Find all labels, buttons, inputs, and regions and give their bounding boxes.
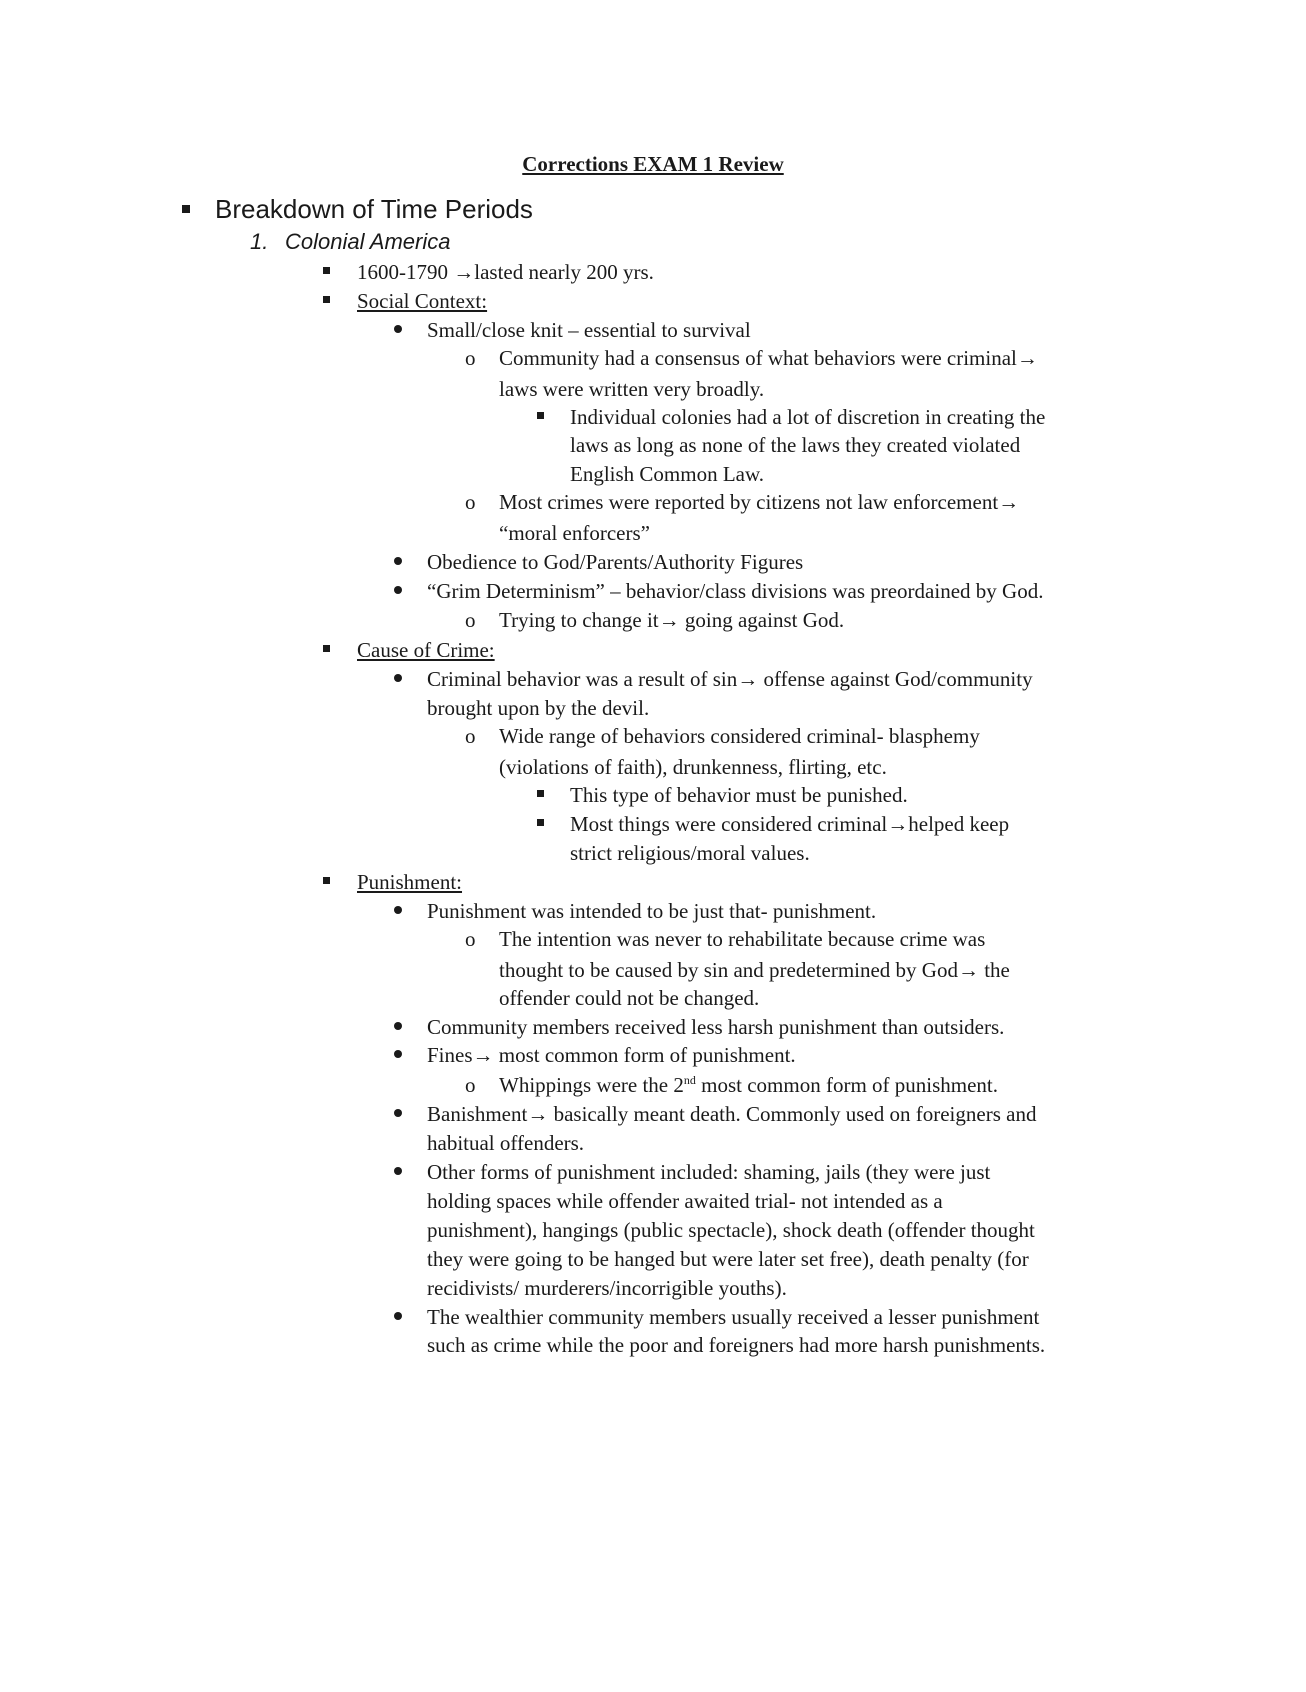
topic-heading: Cause of Crime: <box>357 638 495 662</box>
list-item: Trying to change it→ going against God. <box>499 608 845 632</box>
list-item-continued: habitual offenders. <box>427 1131 585 1155</box>
list-item-continued: laws as long as none of the laws they created violated <box>570 433 1021 457</box>
round-bullet-icon <box>394 1109 402 1117</box>
list-item-continued: brought upon by the devil. <box>427 696 650 720</box>
square-bullet-icon <box>182 205 190 213</box>
round-bullet-icon <box>394 1022 402 1030</box>
square-bullet-icon <box>323 877 330 884</box>
list-item-continued: thought to be caused by sin and predetermined by God→ the <box>499 958 1010 982</box>
round-bullet-icon <box>394 325 402 333</box>
topic-heading: Social Context: <box>357 289 488 313</box>
square-bullet-icon <box>537 819 544 826</box>
list-item: Wide range of behaviors considered criminal- blasphemy <box>499 724 980 748</box>
list-item: Criminal behavior was a result of sin→ offense against God/community <box>427 667 1033 691</box>
square-bullet-icon <box>323 296 330 303</box>
square-bullet-icon <box>537 790 544 797</box>
list-item-continued: such as crime while the poor and foreigners had more harsh punishments. <box>427 1333 1046 1357</box>
list-item: The intention was never to rehabilitate because crime was <box>499 927 986 951</box>
list-item-continued: “moral enforcers” <box>499 521 650 545</box>
list-item-continued: strict religious/moral values. <box>570 841 810 865</box>
list-item: The wealthier community members usually received a lesser punishment <box>427 1305 1040 1329</box>
list-item: Most things were considered criminal→helped keep <box>570 812 1010 836</box>
list-item: Punishment was intended to be just that- punishment. <box>427 899 877 923</box>
round-bullet-icon <box>394 906 402 914</box>
list-item-continued: recidivists/ murderers/incorrigible youths). <box>427 1276 787 1300</box>
list-item: Other forms of punishment included: shaming, jails (they were just <box>427 1160 991 1184</box>
square-bullet-icon <box>323 645 330 652</box>
round-bullet-icon <box>394 586 402 594</box>
topic-heading: Punishment: <box>357 870 463 894</box>
list-item-continued: offender could not be changed. <box>499 986 760 1010</box>
sub-bullet-icon: o <box>465 724 476 748</box>
list-item-continued: holding spaces while offender awaited trial- not intended as a <box>427 1189 943 1213</box>
sub-bullet-icon: o <box>465 346 476 370</box>
round-bullet-icon <box>394 557 402 565</box>
list-item: Obedience to God/Parents/Authority Figures <box>427 550 804 574</box>
page-title: Corrections EXAM 1 Review <box>522 152 784 176</box>
list-item-continued: they were going to be hanged but were later set free), death penalty (for <box>427 1247 1029 1271</box>
list-item: Banishment→ basically meant death. Commonly used on foreigners and <box>427 1102 1037 1126</box>
list-item: Individual colonies had a lot of discretion in creating the <box>570 405 1046 429</box>
sub-bullet-icon: o <box>465 490 476 514</box>
list-item-continued: (violations of faith), drunkenness, flirting, etc. <box>499 755 887 779</box>
list-item: Most crimes were reported by citizens not law enforcement→ <box>499 490 1020 514</box>
list-item-continued: punishment), hangings (public spectacle), shock death (offender thought <box>427 1218 1035 1242</box>
list-item-continued: laws were written very broadly. <box>499 377 765 401</box>
list-item: This type of behavior must be punished. <box>570 783 908 807</box>
sub-bullet-icon: o <box>465 608 476 632</box>
list-item: Small/close knit – essential to survival <box>427 318 751 342</box>
round-bullet-icon <box>394 674 402 682</box>
list-item: Community members received less harsh punishment than outsiders. <box>427 1015 1005 1039</box>
round-bullet-icon <box>394 1312 402 1320</box>
sub-bullet-icon: o <box>465 1073 476 1097</box>
list-item: Fines→ most common form of punishment. <box>427 1043 796 1067</box>
list-item: “Grim Determinism” – behavior/class divisions was preordained by God. <box>427 579 1044 603</box>
round-bullet-icon <box>394 1050 402 1058</box>
square-bullet-icon <box>323 267 330 274</box>
list-item-continued: English Common Law. <box>570 462 765 486</box>
subsection-heading: Colonial America <box>285 229 451 254</box>
list-item: 1600-1790 →lasted nearly 200 yrs. <box>357 260 654 284</box>
section-heading: Breakdown of Time Periods <box>215 194 533 224</box>
list-item: Whippings were the 2nd most common form of punishment. <box>499 1073 999 1097</box>
sub-bullet-icon: o <box>465 927 476 951</box>
list-item: Community had a consensus of what behaviors were criminal→ <box>499 346 1038 370</box>
round-bullet-icon <box>394 1167 402 1175</box>
list-number: 1. <box>250 229 269 254</box>
square-bullet-icon <box>537 412 544 419</box>
